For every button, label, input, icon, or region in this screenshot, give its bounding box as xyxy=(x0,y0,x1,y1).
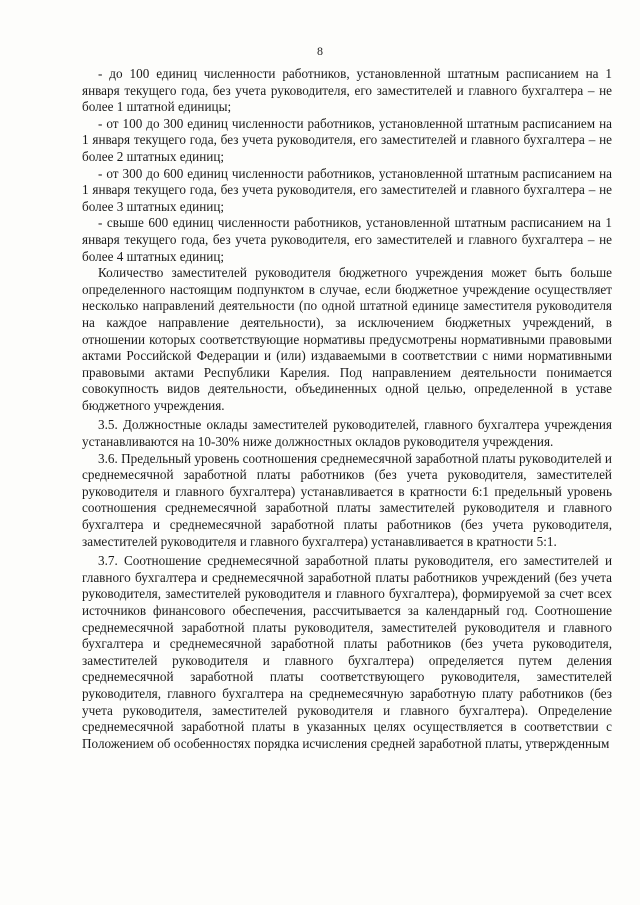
section-3-7-paragraph: 3.7. Соотношение среднемесячной заработной платы руководителя, его заместителей и главного бухгалтера и среднемесячной заработной платы работников учреждений (без учета руководителя, заместителей руководителя и главного бухгалтера), формируемой за счет всех источников финансового обеспечения, рассчитывается за календарный год. Соотношение среднемесячной заработной платы руководителя, заместителей руководителя и главного бухгалтера и среднемесячной заработной платы работников (без учета руководителя, заместителей руководителя и главного бухгалтера) определяется путем деления среднемесячной заработной платы соответствующего руководителя, заместителей руководителя, главного бухгалтера на среднемесячную заработную плату работников (без учета руководителя, заместителей руководителя и главного бухгалтера). Определение среднемесячной заработной платы в указанных целях осуществляется в соответствии с Положением об особенностях порядка исчисления средней заработной платы, утвержденным xyxy=(82,553,612,751)
document-body xyxy=(82,66,612,752)
staff-limit-item-100-300: - от 100 до 300 единиц численности работников, установленной штатным расписанием на 1 января текущего года, без учета руководителя, его заместителей и главного бухгалтера – не более 2 штатных единиц; xyxy=(82,115,612,164)
section-3-6-paragraph: 3.6. Предельный уровень соотношения среднемесячной заработной платы руководителей и среднемесячной заработной платы работников (без учета руководителя, заместителей руководителя и главного бухгалтера) устанавливается в кратности 6:1 предельный уровень соотношения среднемесячной заработной платы заместителей руководителя и главного бухгалтера и среднемесячной заработной платы работников (без учета руководителя, заместителей руководителя и главного бухгалтера) устанавливается в кратности 5:1. xyxy=(82,450,612,549)
deputies-count-paragraph: Количество заместителей руководителя бюджетного учреждения может быть больше определенного настоящим подпунктом в случае, если бюджетное учреждение осуществляет несколько направлений деятельности (по одной штатной единице заместителя руководителя на каждое направление деятельности), за исключением бюджетных учреждений, в отношении которых соответствующие нормативы предусмотрены нормативными правовыми актами Российской Федерации и (или) издаваемыми в соответствии с ними нормативными правовыми актами Республики Карелия. Под направлением деятельности понимается совокупность видов деятельности, объединенных одной целью, определенной в уставе бюджетного учреждения. xyxy=(82,265,612,413)
staff-limit-item-up-to-100: - до 100 единиц численности работников, установленной штатным расписанием на 1 января текущего года, без учета руководителя, его заместителей и главного бухгалтера – не более 1 штатной единицы; xyxy=(82,66,612,115)
page-number: 8 xyxy=(317,44,323,58)
staff-limit-item-300-600: - от 300 до 600 единиц численности работников, установленной штатным расписанием на 1 января текущего года, без учета руководителя, его заместителей и главного бухгалтера – не более 3 штатных единиц; xyxy=(82,165,612,214)
section-3-5-paragraph: 3.5. Должностные оклады заместителей руководителей, главного бухгалтера учреждения устанавливаются на 10-30% ниже должностных окладов руководителя учреждения. xyxy=(82,417,612,450)
staff-limit-item-over-600: - свыше 600 единиц численности работников, установленной штатным расписанием на 1 января текущего года, без учета руководителя, его заместителей и главного бухгалтера – не более 4 штатных единиц; xyxy=(82,215,612,264)
